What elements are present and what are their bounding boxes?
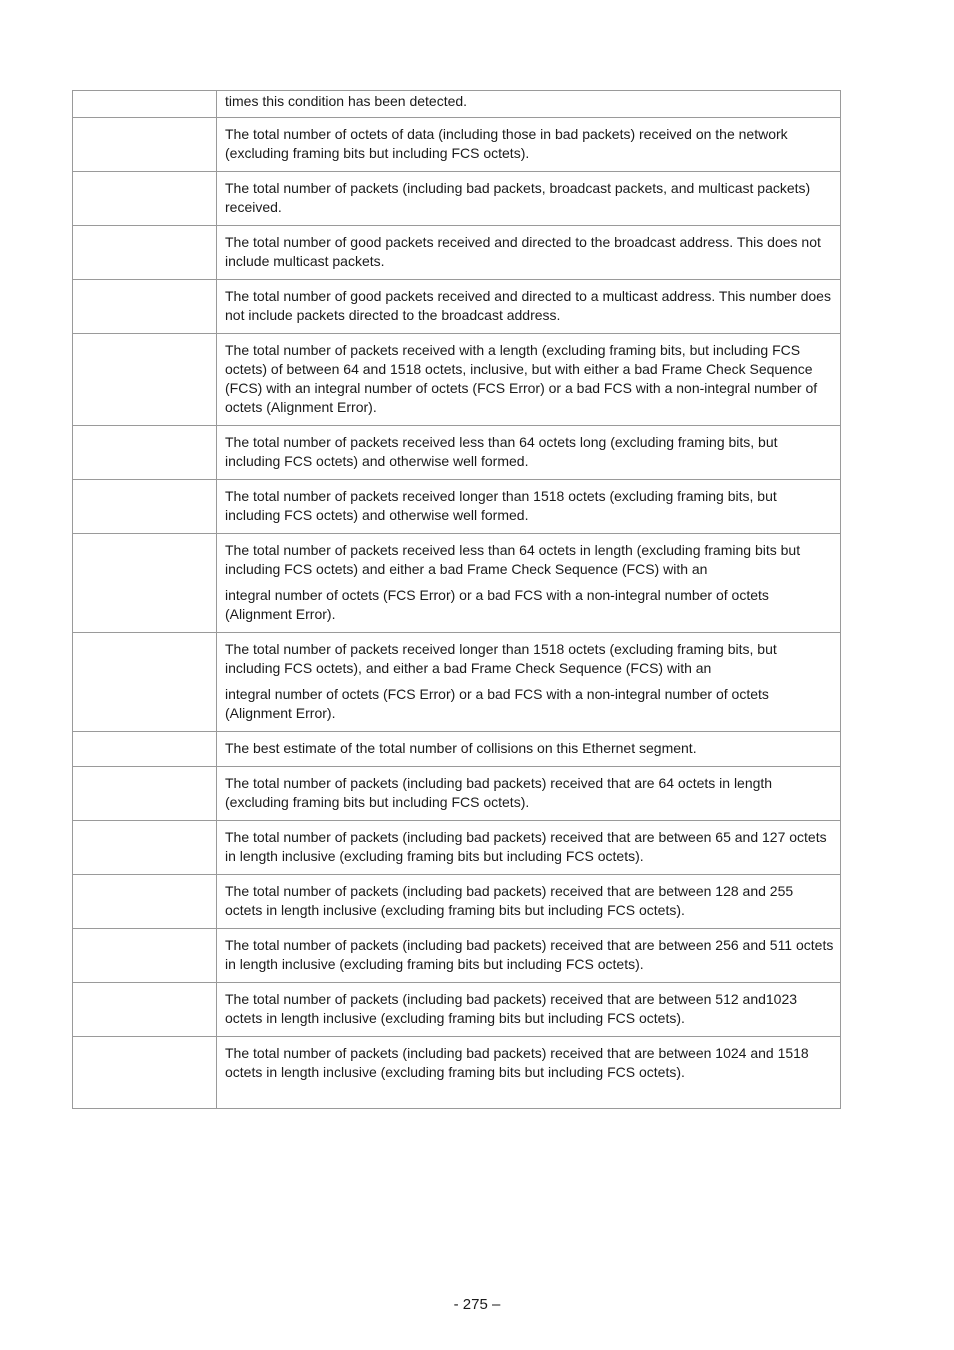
description-paragraph: integral number of octets (FCS Error) or a bad FCS with a non-integral number of octets (Alignment Error).: [225, 587, 769, 622]
object-name-cell: [73, 875, 217, 929]
description-cell: [217, 480, 841, 534]
description-paragraph: The total number of packets (including bad packets) received that are between 128 and 255 octets in length inclusive (excluding framing bits but including FCS octets).: [225, 883, 794, 918]
description-paragraph: The total number of packets (including bad packets, broadcast packets, and multicast packets) received.: [225, 180, 811, 215]
object-name-cell: [73, 732, 217, 767]
description-cell: [217, 118, 841, 172]
table-row: [73, 426, 841, 480]
description-table-body: [73, 91, 841, 1109]
object-name-cell: [73, 334, 217, 426]
description-paragraph: The total number of packets received less than 64 octets in length (excluding framing bits but including FCS octets) and either a bad Frame Check Sequence (FCS) with an: [225, 542, 801, 577]
table-row: [73, 821, 841, 875]
object-name-cell: [73, 172, 217, 226]
description-paragraph: times this condition has been detected.: [225, 93, 468, 109]
page-number: - 275 –: [453, 1296, 501, 1313]
description-paragraph: The total number of packets (including bad packets) received that are between 1024 and 1518 octets in length inclusive (excluding framing bits but including FCS octets).: [225, 1045, 809, 1080]
object-name-cell: [73, 91, 217, 118]
description-cell: [217, 334, 841, 426]
table-row: [73, 983, 841, 1037]
description-paragraph: The total number of packets (including bad packets) received that are between 65 and 127 octets in length inclusive (excluding framing bits but including FCS octets).: [225, 829, 827, 864]
description-cell: [217, 1037, 841, 1109]
table-row: [73, 767, 841, 821]
table-row: [73, 875, 841, 929]
description-cell: [217, 534, 841, 633]
table-row: [73, 633, 841, 732]
description-paragraph: The total number of packets received less than 64 octets long (excluding framing bits, but including FCS octets) and otherwise well formed.: [225, 434, 778, 469]
description-paragraph: The best estimate of the total number of collisions on this Ethernet segment.: [225, 740, 697, 756]
description-paragraph: The total number of packets (including bad packets) received that are 64 octets in length (excluding framing bits but including FCS octets).: [225, 775, 773, 810]
table-row: [73, 732, 841, 767]
object-name-cell: [73, 1037, 217, 1109]
table-row: [73, 226, 841, 280]
description-cell: [217, 732, 841, 767]
object-name-cell: [73, 767, 217, 821]
description-paragraph: The total number of good packets received and directed to a multicast address. This number does not include packets directed to the broadcast address.: [225, 288, 831, 323]
description-paragraph: The total number of packets received longer than 1518 octets (excluding framing bits, but including FCS octets), and either a bad Frame Check Sequence (FCS) with an: [225, 641, 777, 676]
object-name-cell: [73, 480, 217, 534]
description-paragraph: The total number of octets of data (including those in bad packets) received on the network (excluding framing bits but including FCS octets).: [225, 126, 788, 161]
description-cell: [217, 91, 841, 118]
object-name-cell: [73, 426, 217, 480]
description-cell: [217, 426, 841, 480]
description-paragraph: The total number of packets (including bad packets) received that are between 512 and1023 octets in length inclusive (excluding framing bits but including FCS octets).: [225, 991, 798, 1026]
description-table: [72, 90, 841, 1109]
table-row: [73, 172, 841, 226]
table-row: [73, 280, 841, 334]
description-paragraph: integral number of octets (FCS Error) or a bad FCS with a non-integral number of octets (Alignment Error).: [225, 686, 769, 721]
description-paragraph: The total number of good packets received and directed to the broadcast address. This does not include multicast packets.: [225, 234, 821, 269]
object-name-cell: [73, 280, 217, 334]
description-cell: [217, 983, 841, 1037]
object-name-cell: [73, 929, 217, 983]
description-cell: [217, 226, 841, 280]
description-cell: [217, 280, 841, 334]
table-row: [73, 929, 841, 983]
table-row: [73, 91, 841, 118]
description-paragraph: The total number of packets received longer than 1518 octets (excluding framing bits, but including FCS octets) and otherwise well formed.: [225, 488, 777, 523]
description-paragraph: The total number of packets received with a length (excluding framing bits, but including FCS octets) of between 64 and 1518 octets, inclusive, but with either a bad Frame Check Sequence (FCS) with an integral number of octets (FCS Error) or a bad FCS with a non-integral number of octets (Alignment Error).: [225, 342, 818, 415]
description-cell: [217, 875, 841, 929]
description-cell: [217, 172, 841, 226]
object-name-cell: [73, 226, 217, 280]
object-name-cell: [73, 821, 217, 875]
description-cell: [217, 929, 841, 983]
table-row: [73, 118, 841, 172]
description-cell: [217, 633, 841, 732]
table-row: [73, 480, 841, 534]
object-name-cell: [73, 633, 217, 732]
table-row: [73, 534, 841, 633]
description-cell: [217, 767, 841, 821]
description-paragraph: The total number of packets (including bad packets) received that are between 256 and 511 octets in length inclusive (excluding framing bits but including FCS octets).: [225, 937, 834, 972]
table-row: [73, 1037, 841, 1109]
object-name-cell: [73, 534, 217, 633]
object-name-cell: [73, 118, 217, 172]
table-row: [73, 334, 841, 426]
object-name-cell: [73, 983, 217, 1037]
description-cell: [217, 821, 841, 875]
